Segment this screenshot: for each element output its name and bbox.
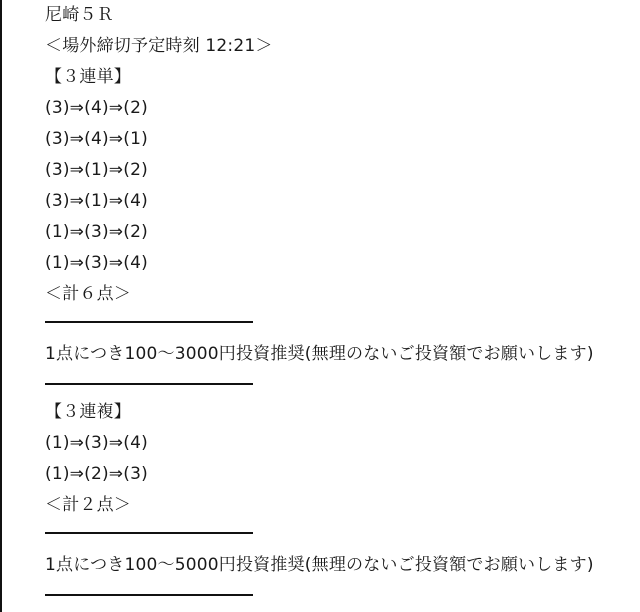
trio-pick: (1)⇒(3)⇒(4): [45, 433, 148, 453]
trifecta-pick: (3)⇒(1)⇒(2): [45, 160, 148, 180]
divider: [45, 383, 253, 385]
deadline-text: ＜場外締切予定時刻 12:21＞: [45, 36, 273, 56]
divider: [45, 594, 253, 596]
message-body: [45, 0, 635, 596]
trifecta-heading: 【３連単】: [45, 67, 131, 87]
trio-pick: (1)⇒(2)⇒(3): [45, 464, 148, 484]
left-border: [0, 0, 2, 612]
trio-total: ＜計２点＞: [45, 495, 131, 515]
trifecta-total: ＜計６点＞: [45, 284, 131, 304]
trifecta-pick: (1)⇒(3)⇒(2): [45, 222, 148, 242]
divider: [45, 321, 253, 323]
trifecta-note: 1点につき100〜3000円投資推奨(無理のないご投資額でお願いします): [45, 344, 594, 364]
divider: [45, 532, 253, 534]
trio-heading: 【３連複】: [45, 402, 131, 422]
trifecta-pick: (3)⇒(1)⇒(4): [45, 191, 148, 211]
trio-note: 1点につき100〜5000円投資推奨(無理のないご投資額でお願いします): [45, 555, 594, 575]
trifecta-pick: (3)⇒(4)⇒(2): [45, 98, 148, 118]
trifecta-pick: (1)⇒(3)⇒(4): [45, 253, 148, 273]
trifecta-pick: (3)⇒(4)⇒(1): [45, 129, 148, 149]
race-title: 尼崎５Ｒ: [45, 5, 114, 25]
